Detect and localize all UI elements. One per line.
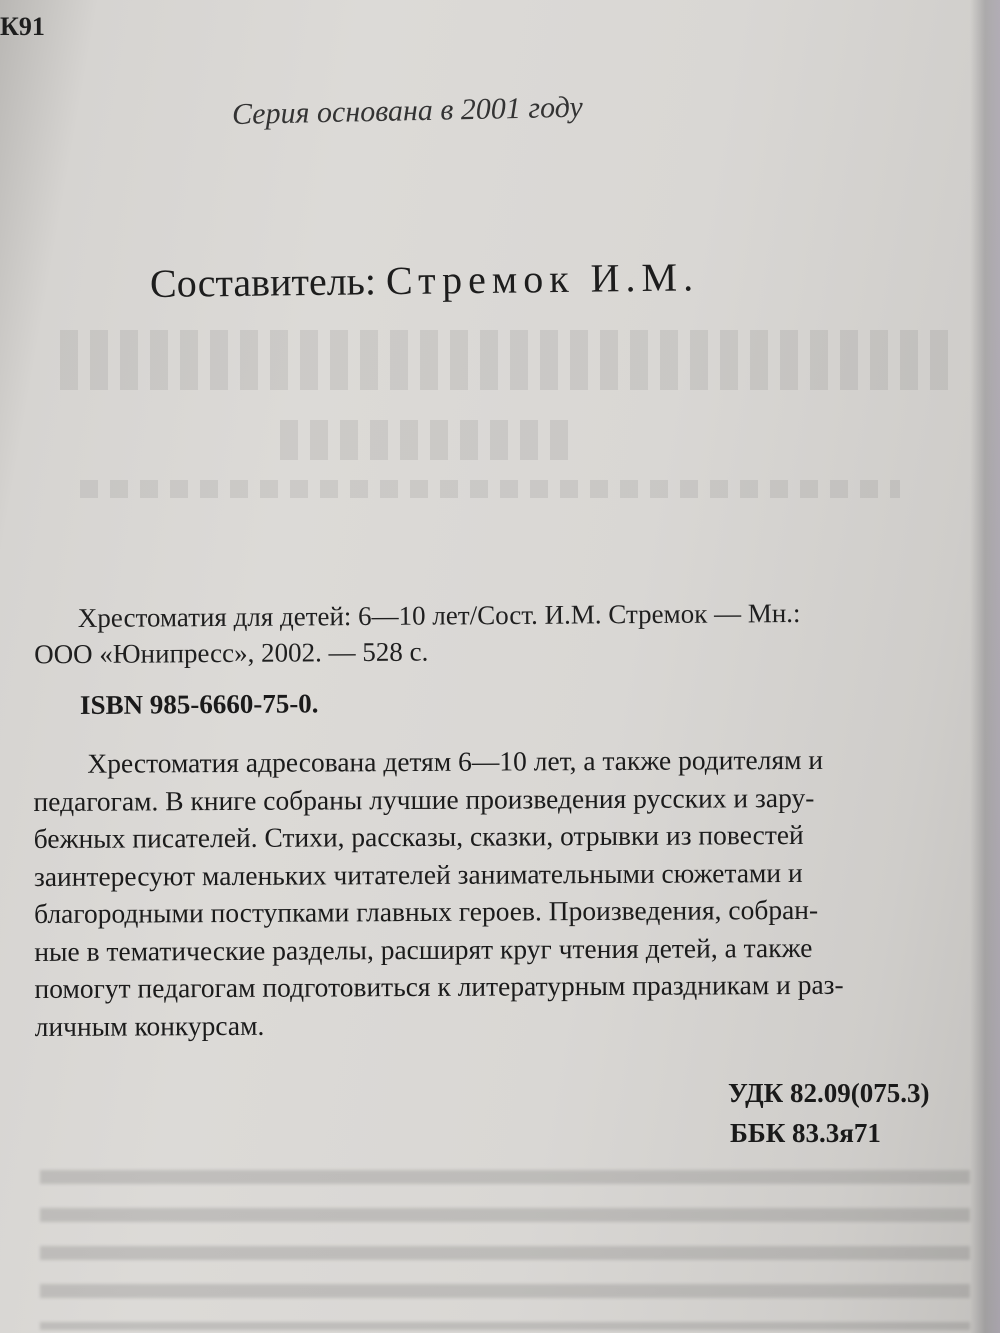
annotation-line: бежных писателей. Стихи, рассказы, сказки, отрывки из повестей [33, 818, 804, 855]
isbn: ISBN 985-6660-75-0. [79, 688, 319, 720]
annotation-line: благородными поступками главных героев. Произведения, собран- [34, 893, 819, 929]
bibliographic-line: ООО «Юнипресс», 2002. — 528 с. [34, 636, 429, 670]
annotation-paragraph [33, 740, 970, 1045]
page-edge-shadow [970, 0, 1000, 1333]
compiler-name: Стремок И.М. [385, 254, 700, 304]
series-note: Серия основана в 2001 году [231, 90, 584, 131]
annotation-line: Хрестоматия адресована детям 6—10 лет, а также родителям и [87, 743, 824, 779]
bbk-code: ББК 83.3я71 [730, 1118, 881, 1148]
annotation-line: педагогам. В книге собраны лучшие произведения русских и зару- [33, 781, 815, 817]
annotation-line: заинтересуют маленьких читателей занимательными сюжетами и [33, 856, 803, 892]
bleed-through-text [80, 480, 900, 498]
annotation-line: помогут педагогам подготовиться к литературным праздникам и раз- [34, 968, 844, 1004]
compiler-label: Составитель: [149, 258, 377, 306]
bleed-through-text [60, 330, 960, 390]
annotation-line: личным конкурсам. [34, 1009, 265, 1042]
library-code: К91 [0, 12, 45, 41]
bleed-through-text [280, 420, 580, 460]
annotation-line: ные в тематические разделы, расширят круг чтения детей, а также [34, 931, 813, 967]
udk-code: УДК 82.09(075.3) [728, 1078, 930, 1108]
compiler-line [150, 253, 700, 307]
bleed-through-text [40, 1170, 970, 1330]
bibliographic-line: Хрестоматия для детей: 6—10 лет/Сост. И.М. Стремок — Мн.: [77, 597, 801, 634]
bibliographic-record [34, 594, 968, 672]
